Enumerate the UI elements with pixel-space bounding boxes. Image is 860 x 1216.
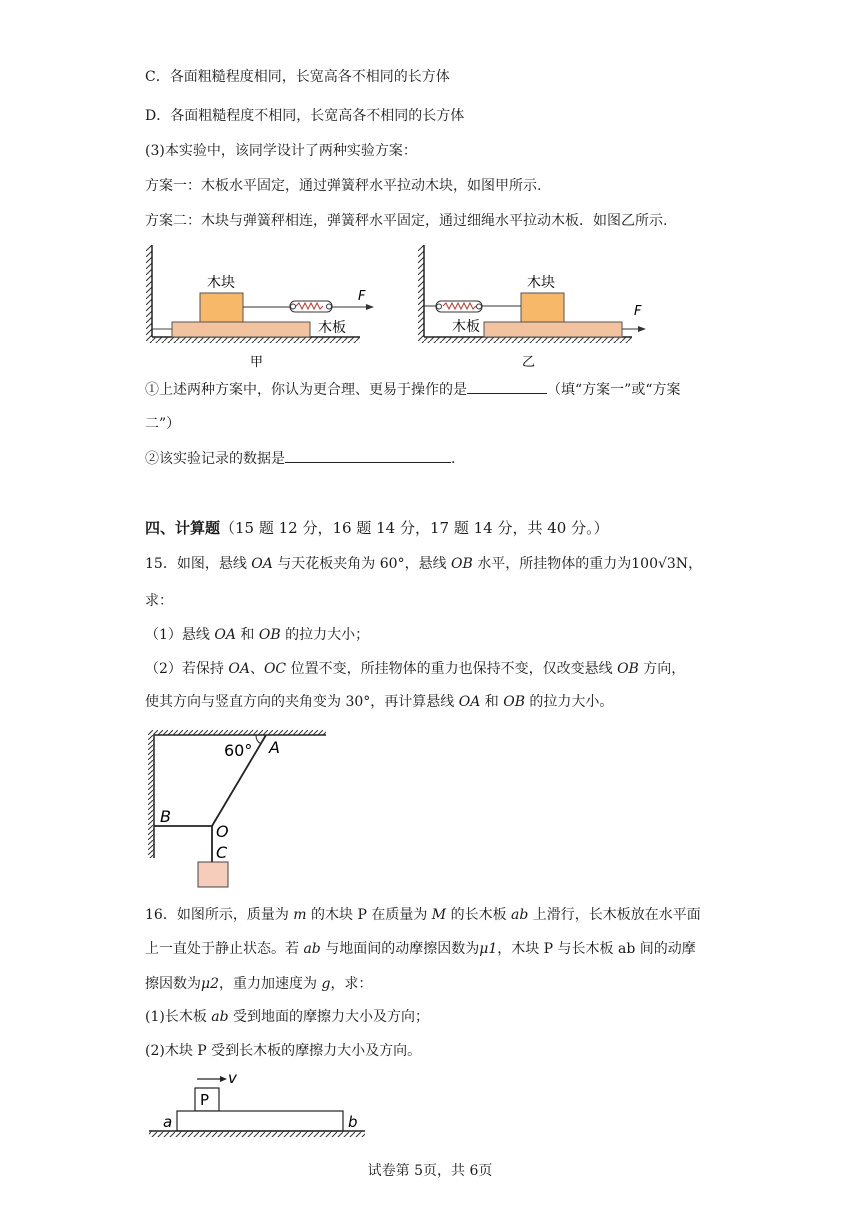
q15-text: ， xyxy=(688,556,703,572)
q15-text: 和 xyxy=(480,694,504,710)
wood-block xyxy=(200,293,243,322)
q15-text: （1）悬线 xyxy=(145,627,215,643)
figure-q15 xyxy=(148,730,338,890)
var-oa: OA xyxy=(214,627,236,643)
board xyxy=(484,322,622,337)
q16-part1 xyxy=(145,1007,429,1027)
var-ob: OB xyxy=(503,694,525,710)
q14-sub1-hint: （填“方案一”或“方案 xyxy=(547,382,681,398)
var-ab: ab xyxy=(303,941,321,957)
q16-part2: (2)木块 P 受到长木板的摩擦力大小及方向。 xyxy=(145,1043,422,1059)
q16-text: ，木块 P 与长木板 ab 间的动摩 xyxy=(497,941,696,957)
plan-two: 方案二：木块与弹簧秤相连，弹簧秤水平固定，通过细绳水平拉动木板．如图乙所示. xyxy=(145,213,668,229)
q15-text: 15．如图，悬线 xyxy=(145,556,252,572)
q15-text: 使其方向与竖直方向的夹角变为 30°，再计算悬线 xyxy=(145,694,459,710)
q14-part3-intro: (3)本实验中，该同学设计了两种实验方案： xyxy=(145,143,417,159)
force-label: F xyxy=(634,304,642,319)
var-ob: OB xyxy=(617,661,639,677)
hanging-weight xyxy=(198,862,228,887)
var-ob: OB xyxy=(258,627,281,643)
spring-scale xyxy=(436,301,482,312)
section-title: 四、计算题 xyxy=(145,519,221,537)
var-oa: OA xyxy=(458,694,481,710)
q15-text: 水平，所挂物体的重力为 xyxy=(472,556,632,572)
q15-text: 位置不变，所挂物体的重力也保持不变，仅改变悬线 xyxy=(286,661,618,677)
q14-sub1-cont: 二”） xyxy=(145,416,181,432)
q15-part2-cont xyxy=(145,692,613,712)
figure-jia xyxy=(140,245,380,375)
q15-line2: 求： xyxy=(145,593,173,609)
point-c: C xyxy=(216,843,228,862)
var-ab: ab xyxy=(211,1009,229,1025)
board-label: 木板 xyxy=(452,319,480,335)
var-ob: OB xyxy=(451,556,473,572)
point-o: O xyxy=(216,822,229,841)
point-b: B xyxy=(160,807,171,826)
q16-line1 xyxy=(145,905,701,925)
figure-yi xyxy=(412,245,652,375)
var-oa: OA xyxy=(228,661,250,677)
point-a: A xyxy=(269,738,280,757)
spring-scale xyxy=(290,301,332,312)
q15-text: 的拉力大小。 xyxy=(524,694,614,710)
q15-text: 、 xyxy=(249,661,264,677)
end-a-label: a xyxy=(163,1113,173,1131)
q15-text: （2）若保持 xyxy=(145,661,229,677)
q16-text: ，重力加速度为 xyxy=(219,976,322,992)
end-b-label: b xyxy=(348,1113,358,1131)
board-label: 木板 xyxy=(318,320,346,336)
q16-line3 xyxy=(145,974,372,994)
plan-one: 方案一：木板水平固定，通过弹簧秤水平拉动木块，如图甲所示. xyxy=(145,178,542,194)
q16-text: 擦因数为 xyxy=(145,976,201,992)
var-m: m xyxy=(293,907,307,923)
q15-part2 xyxy=(145,659,685,679)
q14-sub1-text: ①上述两种方案中，你认为更合理、更易于操作的是 xyxy=(145,382,467,398)
block-p-label: P xyxy=(200,1091,210,1109)
section-heading xyxy=(145,518,609,538)
angle-label: 60° xyxy=(224,741,253,760)
var-oa: OA xyxy=(251,556,273,572)
answer-blank-1[interactable] xyxy=(467,379,547,394)
q16-text: ，求： xyxy=(330,976,373,992)
answer-blank-2[interactable] xyxy=(285,448,451,463)
q16-text: 与地面间的动摩擦因数为 xyxy=(320,941,480,957)
q16-text: 的木块 P 在质量为 xyxy=(306,907,432,923)
q14-sub2-text: ②该实验记录的数据是 xyxy=(145,451,285,467)
q14-sub1 xyxy=(145,379,680,400)
q16-text: 上一直处于静止状态。若 xyxy=(145,941,304,957)
caption-jia: 甲 xyxy=(250,355,264,370)
q16-line2 xyxy=(145,939,696,959)
q16-text: 的长木板 xyxy=(446,907,512,923)
var-mu2: μ2 xyxy=(201,976,220,992)
velocity-label: v xyxy=(228,1069,237,1087)
var-g: g xyxy=(321,976,331,992)
block-label: 木块 xyxy=(527,275,555,291)
q15-line1 xyxy=(145,554,702,574)
force-label: F xyxy=(358,289,366,304)
q15-text: 和 xyxy=(235,627,259,643)
q16-text: 受到地面的摩擦力大小及方向； xyxy=(228,1009,430,1025)
q15-text: 的拉力大小； xyxy=(280,627,370,643)
q14-sub2-end: . xyxy=(451,451,456,467)
page-footer: 试卷第 5页，共 6页 xyxy=(367,1163,493,1179)
q15-part1 xyxy=(145,625,369,645)
wood-block xyxy=(521,293,564,322)
var-ab: ab xyxy=(511,907,529,923)
section-note: （15 题 12 分，16 题 14 分，17 题 14 分，共 40 分。） xyxy=(220,519,609,537)
long-board xyxy=(177,1111,343,1131)
q16-text: 上滑行，长木板放在水平面 xyxy=(528,907,701,923)
var-M: M xyxy=(431,907,447,923)
q15-text: 方向， xyxy=(638,661,686,677)
q14-sub2 xyxy=(145,448,455,469)
var-mu1: μ1 xyxy=(479,941,498,957)
caption-yi: 乙 xyxy=(522,355,536,370)
block-label: 木块 xyxy=(207,275,235,291)
weight-value: 100√3N xyxy=(631,556,689,572)
q16-text: (1)长木板 xyxy=(145,1009,212,1025)
figure-q16 xyxy=(145,1069,375,1142)
var-oc: OC xyxy=(263,661,287,677)
q15-text: 与天花板夹角为 60°，悬线 xyxy=(272,556,452,572)
option-d: D．各面粗糙程度不相同，长宽高各不相同的长方体 xyxy=(145,108,465,124)
board xyxy=(172,322,310,337)
option-c: C．各面粗糙程度相同，长宽高各不相同的长方体 xyxy=(145,69,450,85)
q16-text: 16．如图所示，质量为 xyxy=(145,907,294,923)
